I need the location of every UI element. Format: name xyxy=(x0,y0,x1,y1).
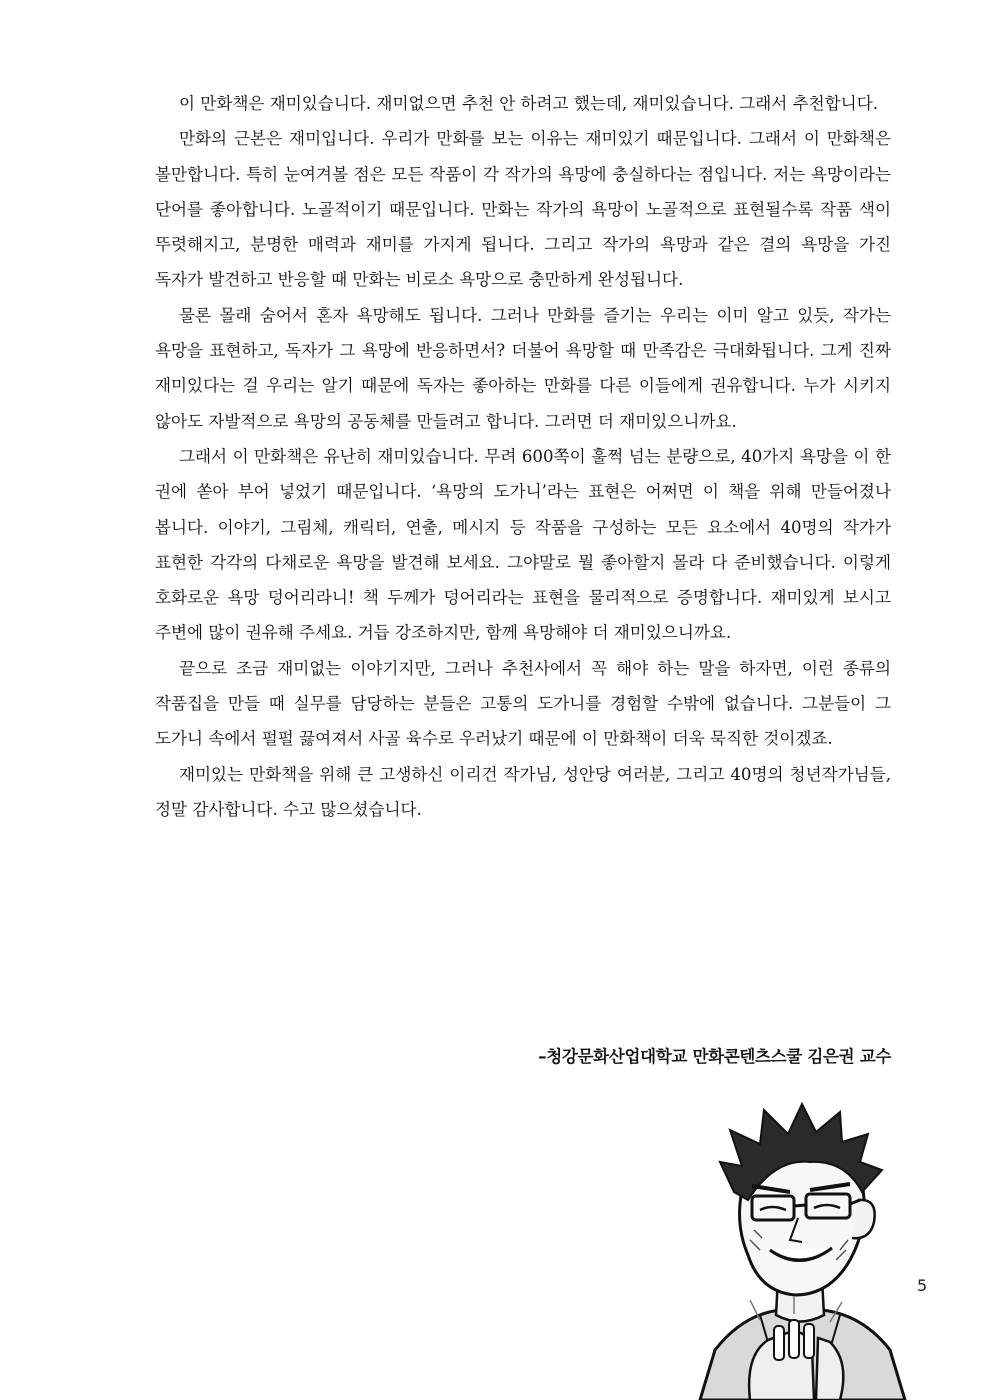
cartoon-professor-portrait-icon xyxy=(690,1100,910,1400)
paragraph-3: 물론 몰래 숨어서 혼자 욕망해도 됩니다. 그러나 만화를 즐기는 우리는 이미 알고 있듯, 작가는 욕망을 표현하고, 독자가 그 욕망에 반응하면서? 더불어 욕망할 때 만족감은 극대화됩니다. 그게 진짜 재미있다는 걸 우리는 알기 때문에 독자는 좋아하는 만화를 다른 이들에게 권유합니다. 누가 시키지 않아도 자발적으로 욕망의 공동체를 만들려고 합니다. 그러면 더 재미있으니까요. xyxy=(155,305,891,431)
paragraph-6: 재미있는 만화책을 위해 큰 고생하신 이리건 작가님, 성안당 여러분, 그리고 40명의 청년작가님들, 정말 감사합니다. 수고 많으셨습니다. xyxy=(155,764,891,819)
page-number: 5 xyxy=(917,1276,928,1295)
body-text xyxy=(155,86,891,827)
paragraph-2: 만화의 근본은 재미입니다. 우리가 만화를 보는 이유는 재미있기 때문입니다. 그래서 이 만화책은 볼만합니다. 특히 눈여겨볼 점은 모든 작품이 각 작가의 욕망에 충실하다는 점입니다. 저는 욕망이라는 단어를 좋아합니다. 노골적이기 때문입니다. 만화는 작가의 욕망이 노골적으로 표현될수록 작품 색이 뚜렷해지고, 분명한 매력과 재미를 가지게 됩니다. 그리고 작가의 욕망과 같은 결의 욕망을 가진 독자가 발견하고 반응할 때 만화는 비로소 욕망으로 충만하게 완성됩니다. xyxy=(155,129,891,290)
author-signature: –청강문화산업대학교 만화콘텐츠스쿨 김은권 교수 xyxy=(538,1047,891,1066)
paragraph-5: 끝으로 조금 재미없는 이야기지만, 그러나 추천사에서 꼭 해야 하는 말을 하자면, 이런 종류의 작품집을 만들 때 실무를 담당하는 분들은 고통의 도가니를 경험할 수밖에 없습니다. 그분들이 그 도가니 속에서 펄펄 끓여져서 사골 육수로 우러났기 때문에 이 만화책이 더욱 묵직한 것이겠죠. xyxy=(155,658,891,749)
paragraph-4: 그래서 이 만화책은 유난히 재미있습니다. 무려 600쪽이 훌쩍 넘는 분량으로, 40가지 욕망을 이 한 권에 쏟아 부어 넣었기 때문입니다. ‘욕망의 도가니’라는 표현은 어쩌면 이 책을 위해 만들어졌나 봅니다. 이야기, 그림체, 캐릭터, 연출, 메시지 등 작품을 구성하는 모든 요소에서 40명의 작가가 표현한 각각의 다채로운 욕망을 발견해 보세요. 그야말로 뭘 좋아할지 몰라 다 준비했습니다. 이렇게 호화로운 욕망 덩어리라니! 책 두께가 덩어리라는 표현을 물리적으로 증명합니다. 재미있게 보시고 주변에 많이 권유해 주세요. 거듭 강조하지만, 함께 욕망해야 더 재미있으니까요. xyxy=(155,446,891,643)
paragraph-1: 이 만화책은 재미있습니다. 재미없으면 추천 안 하려고 했는데, 재미있습니다. 그래서 추천합니다. xyxy=(179,94,878,113)
